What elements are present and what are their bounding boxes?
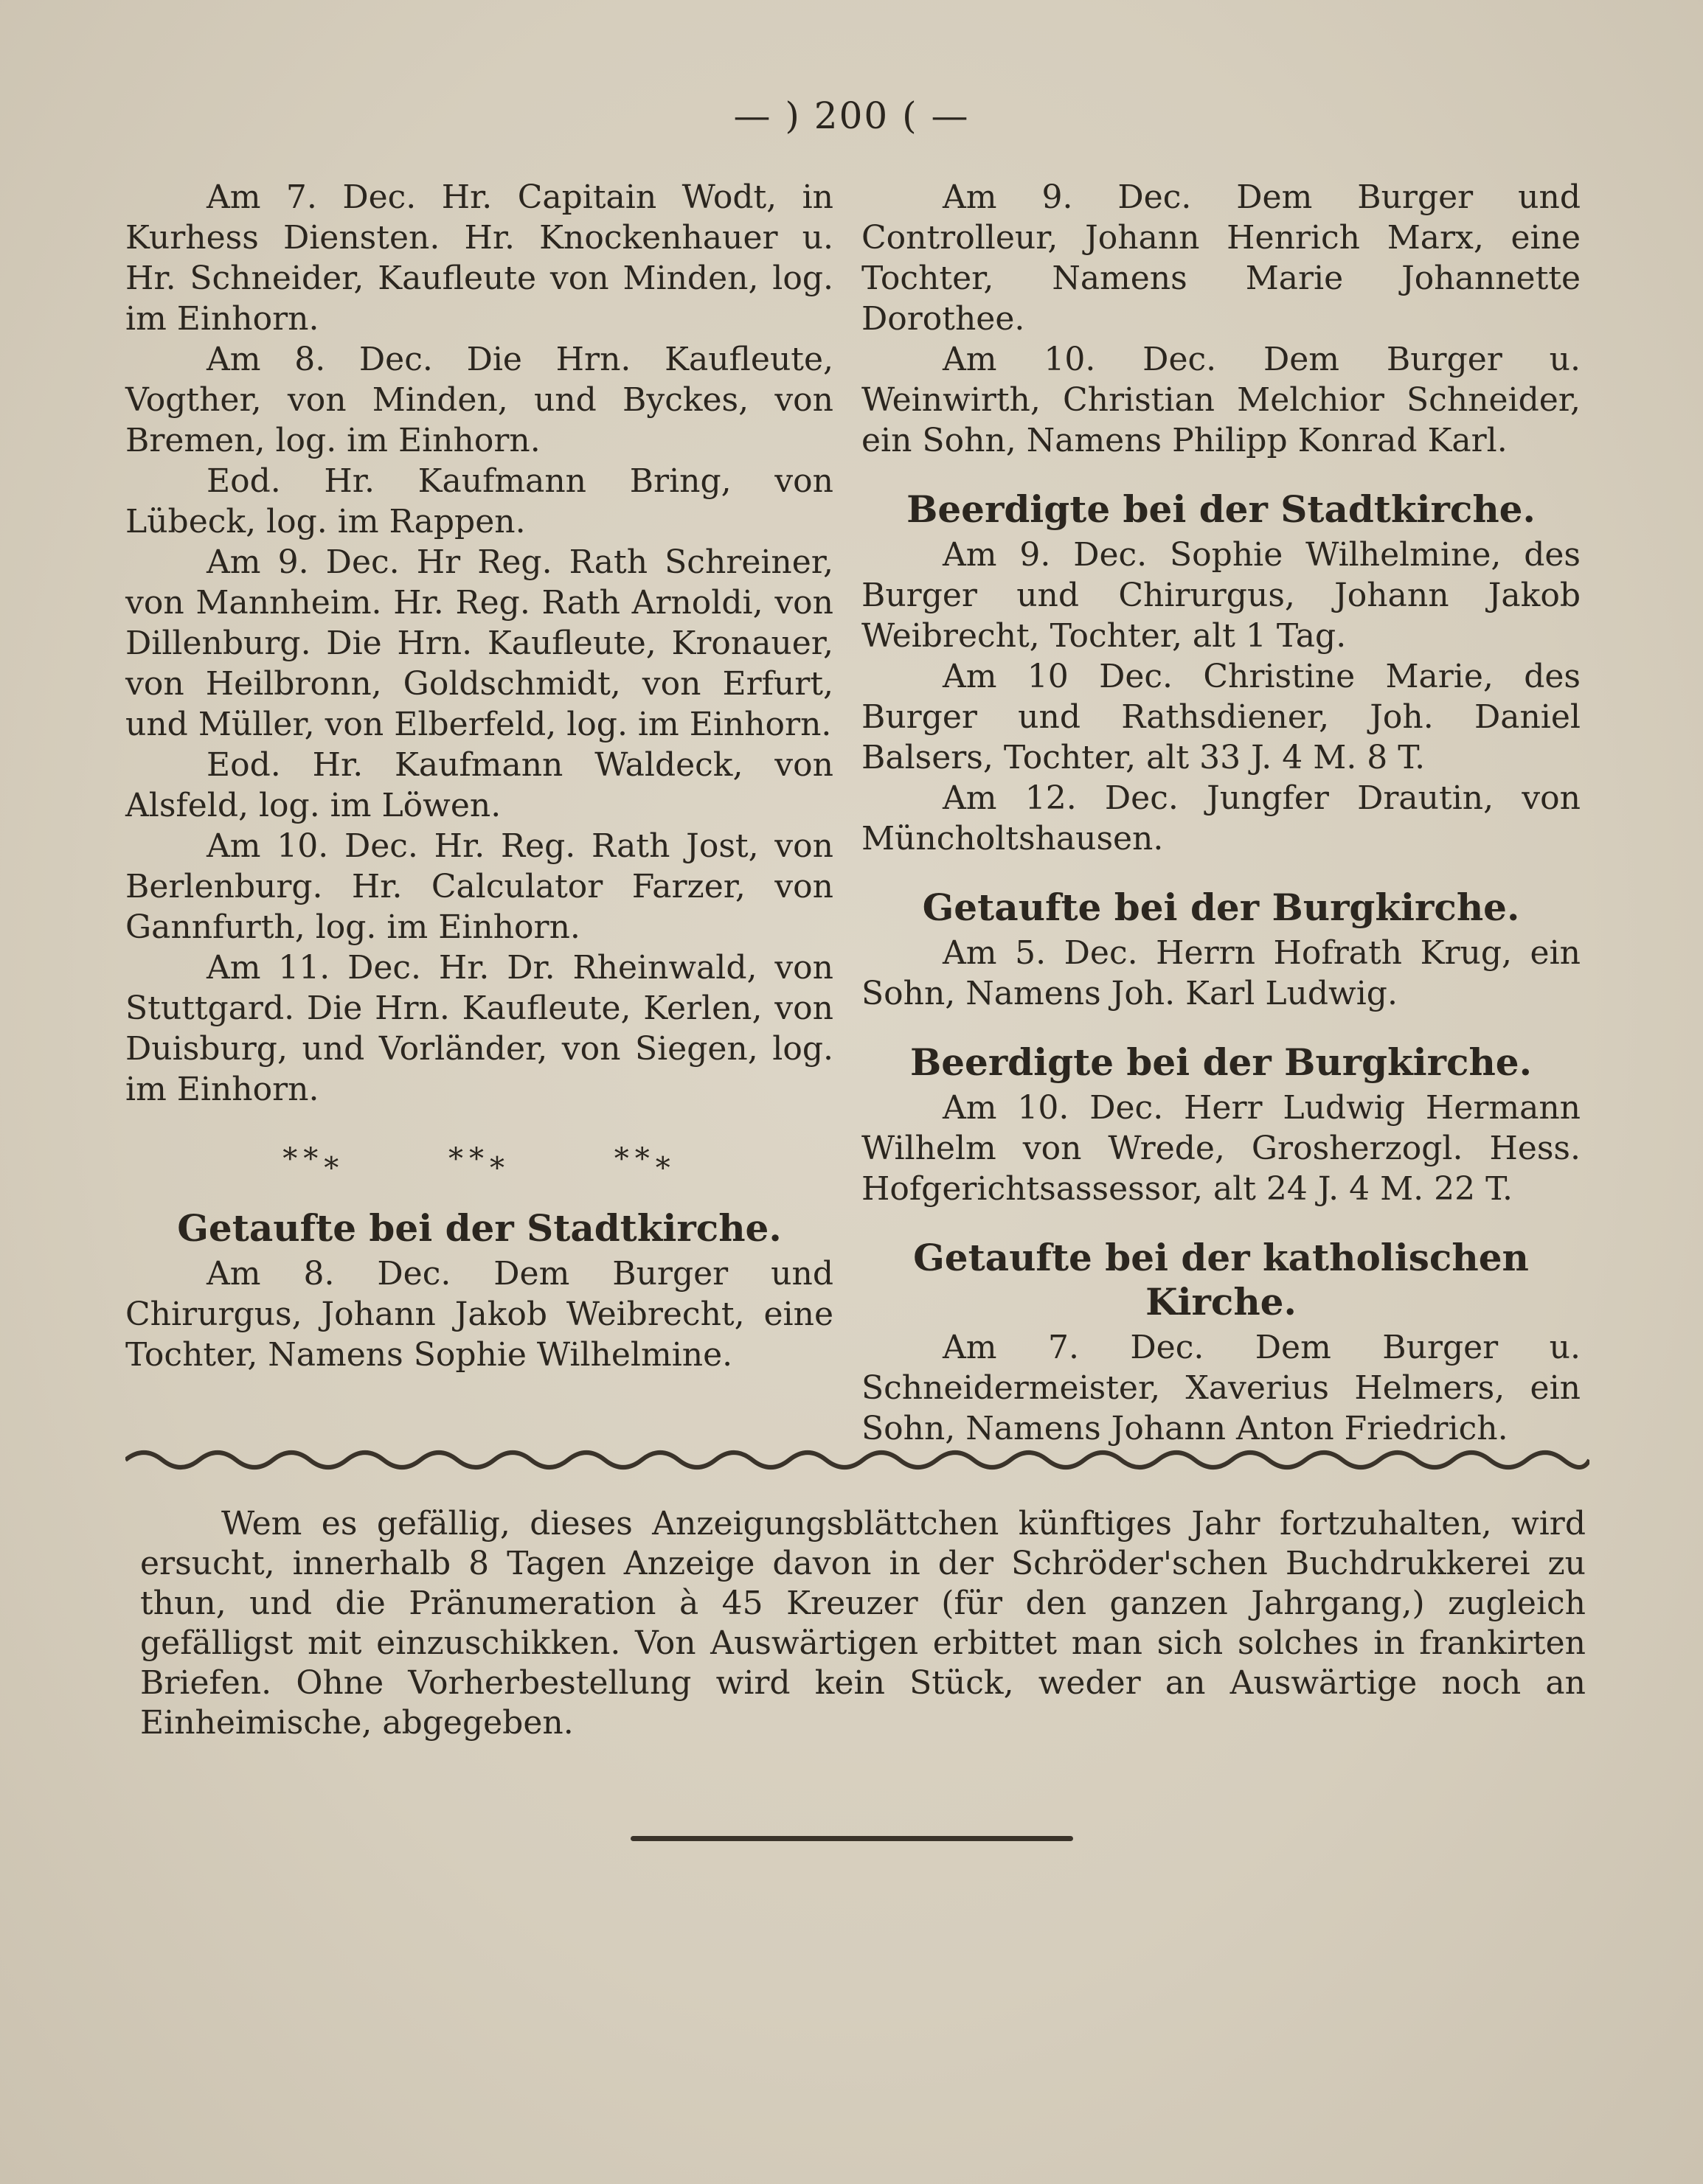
asterism: **⁎: [282, 1142, 345, 1176]
register-entry: Am 9. Dec. Sophie Wilhelmine, des Burger und Chirurgus, Johann Jakob Weibrecht, Tochter, alt 1 Tag.: [861, 536, 1581, 655]
ornamental-border: [125, 1445, 1589, 1475]
register-entry: Am 7. Dec. Dem Burger u. Schneidermeister, Xaverius Helmers, ein Sohn, Namens Johann Anton Friedrich.: [861, 1329, 1581, 1447]
asterism-divider: [125, 1139, 833, 1180]
asterism: **⁎: [448, 1142, 510, 1176]
arrival-entry: Am 8. Dec. Die Hrn. Kaufleute, Vogther, von Minden, und Byckes, von Bremen, log. im Einhorn.: [125, 341, 833, 459]
arrival-entry: Eod. Hr. Kaufmann Waldeck, von Alsfeld, log. im Löwen.: [125, 746, 833, 824]
register-entry: Am 9. Dec. Dem Burger und Controlleur, Johann Henrich Marx, eine Tochter, Namens Marie Johannette Dorothee.: [861, 178, 1581, 338]
section-heading: Getaufte bei der Stadtkirche.: [177, 1206, 782, 1250]
left-column: [125, 177, 833, 1375]
asterism: **⁎: [614, 1142, 676, 1176]
arrival-entry: Am 7. Dec. Hr. Capitain Wodt, in Kurhess Diensten. Hr. Knockenhauer u. Hr. Schneider, Kaufleute von Minden, log. im Einhorn.: [125, 178, 833, 338]
section-heading: Beerdigte bei der Stadtkirche.: [906, 487, 1536, 531]
register-entry: Am 10. Dec. Herr Ludwig Hermann Wilhelm von Wrede, Grosherzogl. Hess. Hofgerichtsassessor, alt 24 J. 4 M. 22 T.: [861, 1089, 1581, 1208]
register-entry: Am 10. Dec. Dem Burger u. Weinwirth, Christian Melchior Schneider, ein Sohn, Namens Philipp Konrad Karl.: [861, 341, 1581, 459]
register-entry: Am 8. Dec. Dem Burger und Chirurgus, Johann Jakob Weibrecht, eine Tochter, Namens Sophie Wilhelmine.: [125, 1255, 833, 1374]
arrival-entry: Am 9. Dec. Hr Reg. Rath Schreiner, von Mannheim. Hr. Reg. Rath Arnoldi, von Dillenburg. Die Hrn. Kaufleute, Kronauer, von Heilbronn, Goldschmidt, von Erfurt, und Müller, von Elberfeld, log. im Einhorn.: [125, 543, 833, 743]
subscription-notice: Wem es gefällig, dieses Anzeigungsblättchen künftiges Jahr fortzuhalten, wird ersucht, innerhalb 8 Tagen Anzeige davon in der Schröder'schen Buchdrukkerei zu thun, und die Pränumeration à 45 Kreuzer (für den ganzen Jahrgang,) zugleich gefälligst mit einzuschikken. Von Auswärtigen erbittet man sich solches in frankirten Briefen. Ohne Vorherbestellung wird kein Stück, weder an Auswärtige noch an Einheimische, abgegeben.: [140, 1505, 1586, 1742]
section-heading: Getaufte bei der Burgkirche.: [922, 886, 1520, 929]
arrival-entry: Am 10. Dec. Hr. Reg. Rath Jost, von Berlenburg. Hr. Calculator Farzer, von Gannfurth, log. im Einhorn.: [125, 827, 833, 946]
closing-rule: [631, 1836, 1073, 1841]
arrival-entry: Am 11. Dec. Hr. Dr. Rheinwald, von Stuttgard. Die Hrn. Kaufleute, Kerlen, von Duisburg, und Vorländer, von Siegen, log. im Einhorn.: [125, 949, 833, 1108]
right-column: [861, 177, 1581, 1449]
page-number: — ) 200 ( —: [733, 94, 970, 137]
arrival-entry: Eod. Hr. Kaufmann Bring, von Lübeck, log. im Rappen.: [125, 462, 833, 540]
register-entry: Am 12. Dec. Jungfer Drautin, von Müncholtshausen.: [861, 779, 1581, 858]
register-entry: Am 10 Dec. Christine Marie, des Burger und Rathsdiener, Joh. Daniel Balsers, Tochter, alt 33 J. 4 M. 8 T.: [861, 658, 1581, 776]
register-entry: Am 5. Dec. Herrn Hofrath Krug, ein Sohn, Namens Joh. Karl Ludwig.: [861, 934, 1581, 1012]
section-heading: Beerdigte bei der Burgkirche.: [909, 1040, 1533, 1084]
section-heading: Getaufte bei der katholischen Kirche.: [913, 1236, 1529, 1324]
